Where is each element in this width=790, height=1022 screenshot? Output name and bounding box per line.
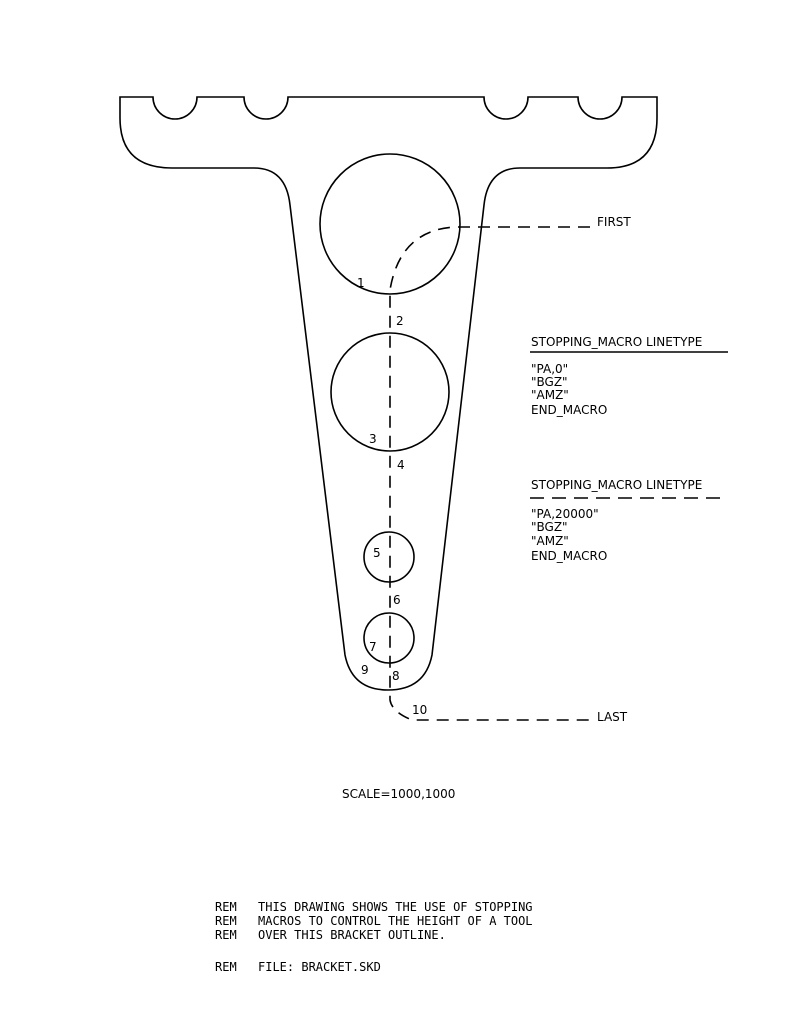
rem-text-4: FILE: BRACKET.SKD [258,960,381,974]
point-4: 4 [397,458,405,472]
rem-keyword-1: REM [215,900,237,914]
point-8: 8 [392,669,400,683]
rem-keyword-3: REM [215,928,237,942]
point-7: 7 [369,640,377,654]
macro2-header: STOPPING_MACRO LINETYPE [531,478,703,492]
label-last: LAST [597,710,628,724]
macro1-header: STOPPING_MACRO LINETYPE [531,335,703,349]
macro2-line-1: "PA,20000" [531,507,599,521]
bracket-outline [120,97,657,690]
point-9: 9 [361,663,369,677]
hole-1 [320,154,460,294]
rem-keyword-2: REM [215,914,237,928]
label-first: FIRST [597,215,631,229]
hole-3 [364,532,414,582]
macro2-line-4: END_MACRO [531,549,608,563]
hole-2 [331,333,449,451]
hole-4 [364,613,414,663]
macro1-line-2: "BGZ" [531,375,568,389]
point-2: 2 [396,314,404,328]
rem-keyword-4: REM [215,960,237,974]
rem-text-1: THIS DRAWING SHOWS THE USE OF STOPPING [258,900,533,914]
macro2-line-2: "BGZ" [531,520,568,534]
point-10: 10 [412,703,428,717]
tool-path [390,227,590,720]
macro1-line-4: END_MACRO [531,403,608,417]
macro1-line-3: "AMZ" [531,388,569,402]
point-1: 1 [357,276,365,290]
point-3: 3 [369,432,377,446]
macro2-line-3: "AMZ" [531,534,569,548]
macro1-line-1: "PA,0" [531,362,569,376]
rem-text-2: MACROS TO CONTROL THE HEIGHT OF A TOOL [258,914,533,928]
point-5: 5 [373,546,381,560]
scale-text: SCALE=1000,1000 [342,787,456,801]
rem-text-3: OVER THIS BRACKET OUTLINE. [258,928,446,942]
point-6: 6 [393,593,401,607]
